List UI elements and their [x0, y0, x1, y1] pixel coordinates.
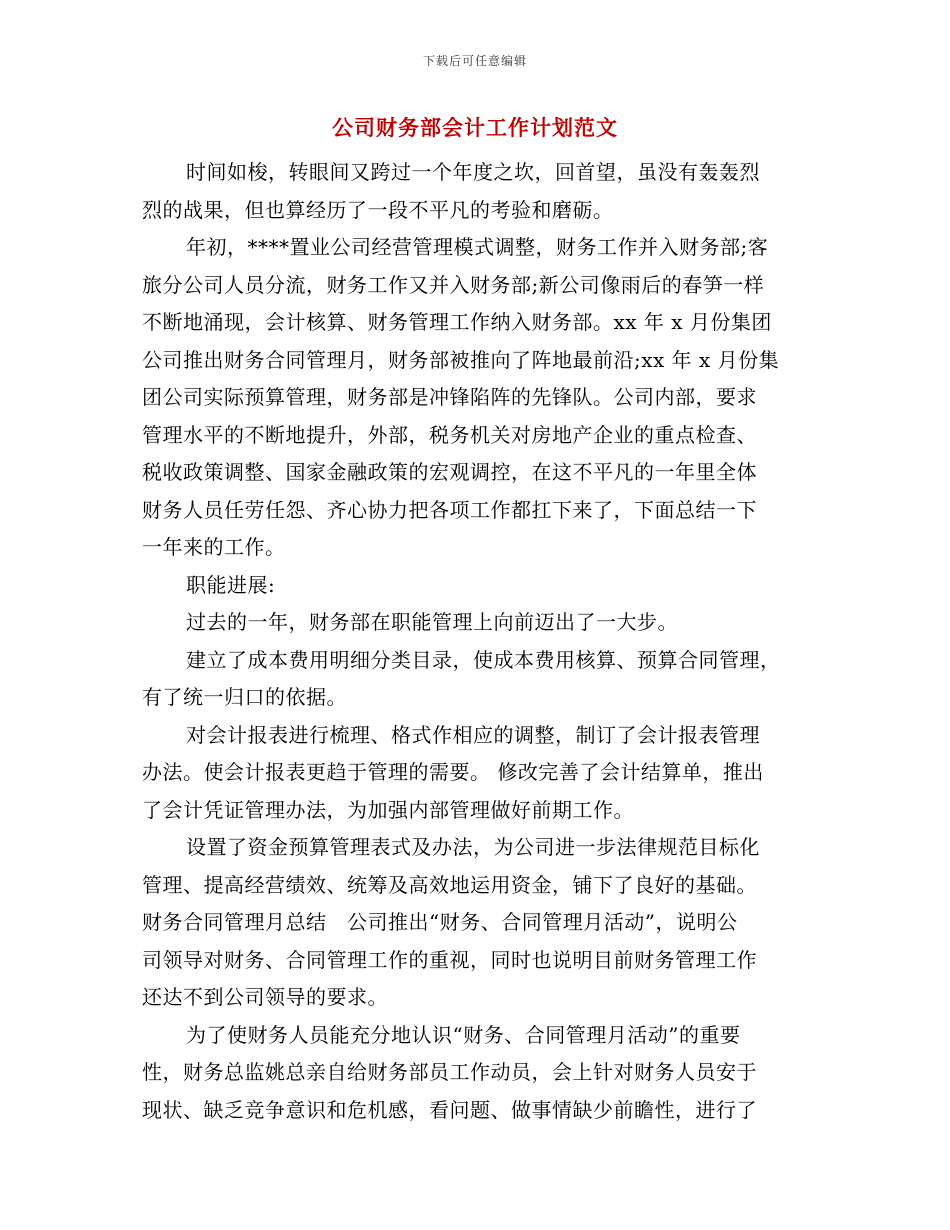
text-line: 有了统一归口的依据。 [142, 685, 347, 709]
text-line: 司领导对财务、合同管理工作的重视，同时也说明目前财务管理工作 [142, 947, 757, 972]
text-line: 团公司实际预算管理，财务部是冲锋陷阵的先锋队。公司内部，要求 [142, 385, 757, 409]
text-line: 烈的战果，但也算经历了一段不平凡的考验和磨砺。 [142, 197, 614, 222]
text-line: 财务合同管理月总结 公司推出“财务、合同管理月活动”，说明公 [142, 910, 738, 934]
document-body [142, 154, 812, 1129]
text-line: 一年来的工作。 [142, 535, 286, 559]
text-line: 过去的一年，财务部在职能管理上向前迈出了一大步。 [186, 610, 678, 634]
section-heading: 职能进展: [186, 572, 276, 597]
text-line: 旅分公司人员分流，财务工作又并入财务部;新公司像雨后的春笋一样 [142, 272, 765, 297]
text-line: 公司推出财务合同管理月，财务部被推向了阵地最前沿;xx 年 x 月份集 [142, 347, 780, 372]
text-line: 了会计凭证管理办法，为加强内部管理做好前期工作。 [142, 797, 634, 822]
document-title: 公司财务部会计工作计划范文 [332, 115, 618, 140]
text-line: 为了使财务人员能充分地认识“财务、合同管理月活动”的重要 [186, 1022, 741, 1047]
text-line: 性，财务总监姚总亲自给财务部员工作动员，会上针对财务人员安于 [142, 1060, 757, 1084]
text-line: 财务人员任劳任怨、齐心协力把各项工作都扛下来了，下面总结一下 [142, 497, 757, 522]
text-line: 办法。使会计报表更趋于管理的需要。 修改完善了会计结算单，推出 [142, 760, 764, 784]
text-line: 税收政策调整、国家金融政策的宏观调控，在这不平凡的一年里全体 [142, 460, 757, 484]
text-line: 管理、提高经营绩效、统筹及高效地运用资金，铺下了良好的基础。 [142, 872, 757, 897]
text-line: 时间如梭，转眼间又跨过一个年度之坎，回首望，虽没有轰轰烈 [186, 160, 760, 184]
text-line: 年初，****置业公司经营管理模式调整，财务工作并入财务部;客 [186, 235, 769, 259]
text-line: 不断地涌现，会计核算、财务管理工作纳入财务部。xx 年 x 月份集团 [142, 310, 772, 334]
text-line: 管理水平的不断地提升，外部，税务机关对房地产企业的重点检查、 [142, 422, 757, 447]
header-note: 下载后可任意编辑 [422, 54, 527, 68]
text-line: 对会计报表进行梳理、格式作相应的调整，制订了会计报表管理 [186, 722, 760, 747]
text-line: 还达不到公司领导的要求。 [142, 985, 388, 1009]
text-line: 现状、缺乏竞争意识和危机感，看问题、做事情缺少前瞻性，进行了 [142, 1097, 757, 1122]
text-line: 设置了资金预算管理表式及办法，为公司进一步法律规范目标化 [186, 835, 760, 859]
text-line: 建立了成本费用明细分类目录，使成本费用核算、预算合同管理， [186, 647, 781, 672]
